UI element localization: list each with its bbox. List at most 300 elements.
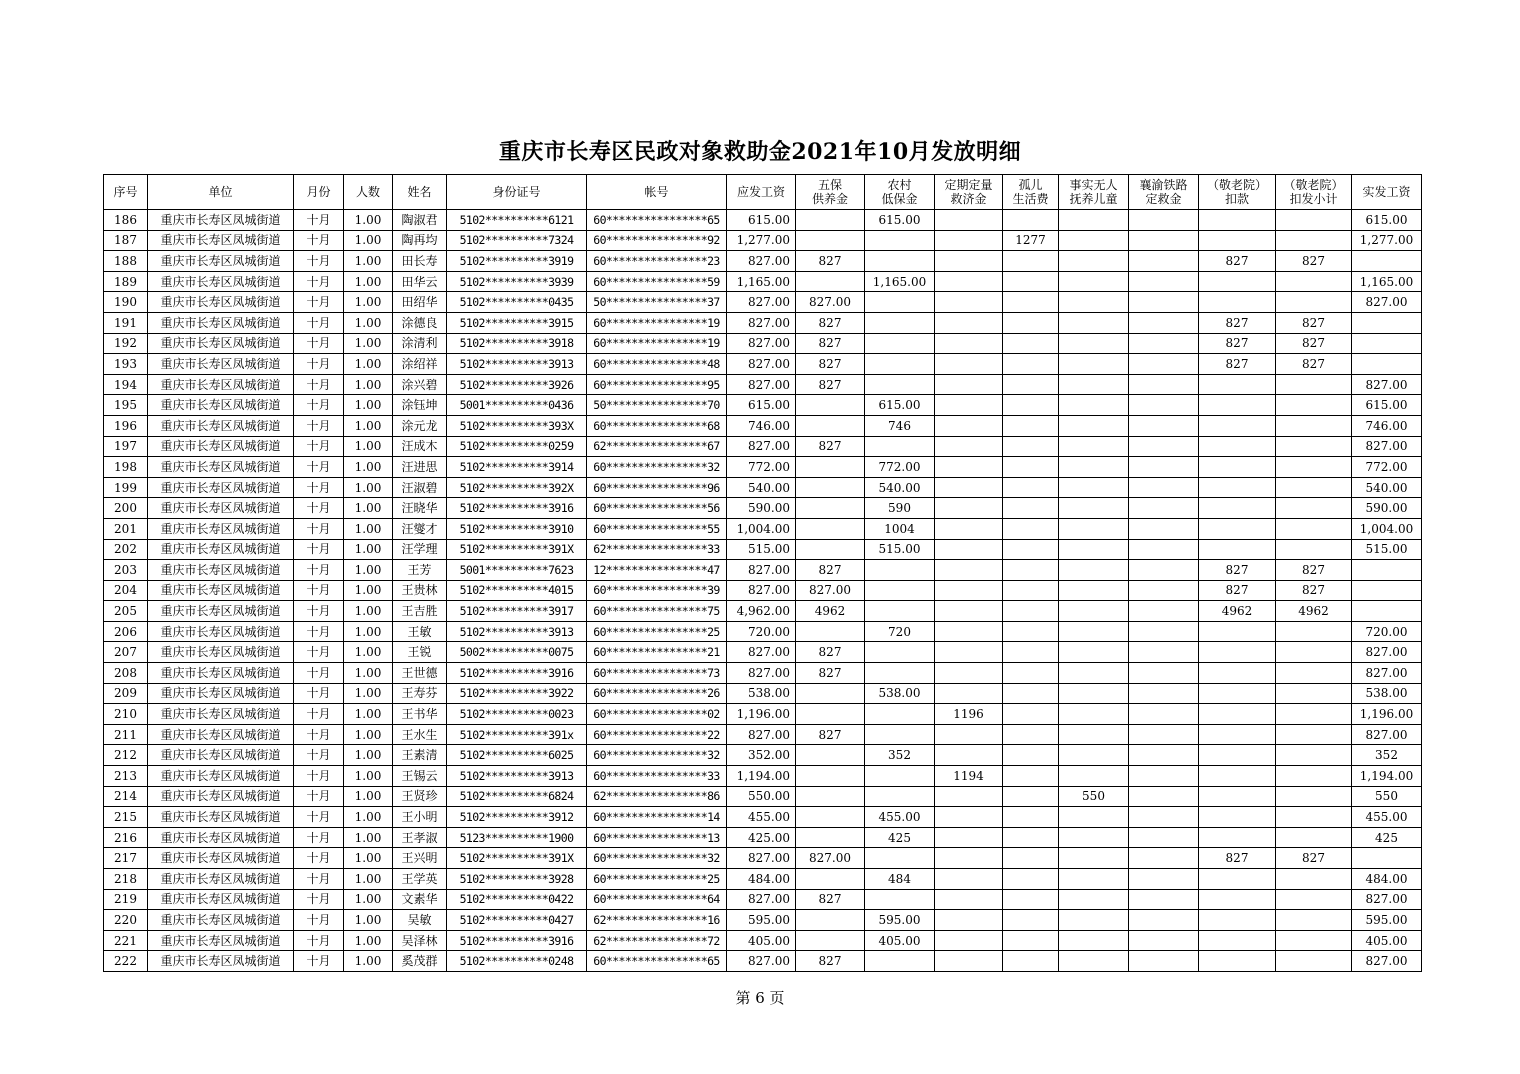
table-cell: 62****************72: [587, 930, 727, 951]
table-cell: [1059, 724, 1129, 745]
table-cell: 455.00: [865, 807, 935, 828]
page-number: 第 6 页: [735, 989, 785, 1007]
table-cell: [865, 951, 935, 972]
table-cell: 827.00: [727, 663, 796, 684]
table-cell: 1.00: [344, 436, 393, 457]
table-cell: 十月: [294, 663, 344, 684]
table-cell: 十月: [294, 436, 344, 457]
table-cell: 十月: [294, 704, 344, 725]
table-cell: [796, 271, 865, 292]
table-cell: 827.00: [727, 889, 796, 910]
table-cell: [1199, 889, 1276, 910]
table-cell: [1276, 786, 1352, 807]
table-row: [104, 745, 1422, 766]
table-cell: 1.00: [344, 807, 393, 828]
table-cell: 746.00: [1352, 415, 1422, 436]
table-cell: 827: [796, 374, 865, 395]
table-cell: [1059, 230, 1129, 251]
table-cell: [935, 498, 1003, 519]
table-cell: [1199, 807, 1276, 828]
table-cell: 十月: [294, 560, 344, 581]
table-cell: 十月: [294, 333, 344, 354]
table-cell: [1129, 786, 1199, 807]
table-cell: 1,196.00: [1352, 704, 1422, 725]
table-row: [104, 374, 1422, 395]
table-cell: 60****************55: [587, 518, 727, 539]
table-cell: 202: [104, 539, 148, 560]
table-cell: 1.00: [344, 457, 393, 478]
table-cell: 1.00: [344, 333, 393, 354]
table-cell: 重庆市长寿区凤城街道: [148, 889, 294, 910]
table-cell: 827.00: [727, 354, 796, 375]
table-cell: 5102**********3913: [447, 621, 587, 642]
table-cell: 827.00: [1352, 663, 1422, 684]
table-cell: 重庆市长寿区凤城街道: [148, 745, 294, 766]
table-cell: 十月: [294, 415, 344, 436]
table-cell: 5102**********3928: [447, 869, 587, 890]
table-cell: 222: [104, 951, 148, 972]
table-cell: 5102**********392X: [447, 477, 587, 498]
table-cell: 王锡云: [393, 766, 447, 787]
table-cell: [796, 807, 865, 828]
table-cell: 1.00: [344, 539, 393, 560]
table-cell: 50****************37: [587, 292, 727, 313]
table-cell: 1,277.00: [1352, 230, 1422, 251]
column-header-line: 农村: [887, 178, 912, 192]
table-cell: 827.00: [796, 848, 865, 869]
table-cell: 涂兴碧: [393, 374, 447, 395]
table-cell: 十月: [294, 951, 344, 972]
table-cell: [1129, 869, 1199, 890]
table-cell: [1003, 704, 1059, 725]
table-cell: 十月: [294, 827, 344, 848]
table-cell: [1199, 745, 1276, 766]
table-cell: 王锐: [393, 642, 447, 663]
column-header: [1276, 175, 1352, 210]
table-cell: [1003, 621, 1059, 642]
table-cell: 5123**********1900: [447, 827, 587, 848]
table-cell: [1059, 580, 1129, 601]
table-cell: [1276, 951, 1352, 972]
table-cell: [1003, 477, 1059, 498]
table-cell: [1059, 621, 1129, 642]
table-cell: [1059, 869, 1129, 890]
table-cell: [865, 766, 935, 787]
table-cell: 827: [1276, 580, 1352, 601]
table-cell: 奚茂群: [393, 951, 447, 972]
table-cell: 60****************14: [587, 807, 727, 828]
table-cell: [935, 560, 1003, 581]
table-cell: 重庆市长寿区凤城街道: [148, 827, 294, 848]
table-cell: [1059, 663, 1129, 684]
table-cell: [1003, 642, 1059, 663]
table-cell: [935, 271, 1003, 292]
table-cell: 王书华: [393, 704, 447, 725]
table-cell: 515.00: [727, 539, 796, 560]
table-cell: [1059, 766, 1129, 787]
table-cell: 田绍华: [393, 292, 447, 313]
table-cell: 207: [104, 642, 148, 663]
table-cell: [865, 724, 935, 745]
table-cell: [1129, 230, 1199, 251]
table-cell: 5102**********0023: [447, 704, 587, 725]
table-cell: 4962: [1199, 601, 1276, 622]
table-cell: 827: [796, 663, 865, 684]
table-cell: [1003, 457, 1059, 478]
table-cell: 王世德: [393, 663, 447, 684]
table-cell: [1129, 724, 1199, 745]
table-cell: 汪燮才: [393, 518, 447, 539]
table-cell: [1003, 807, 1059, 828]
column-header: [344, 175, 393, 210]
table-cell: [1352, 601, 1422, 622]
table-cell: 十月: [294, 374, 344, 395]
table-cell: 汪进思: [393, 457, 447, 478]
table-cell: 219: [104, 889, 148, 910]
table-cell: 吴泽林: [393, 930, 447, 951]
table-cell: 216: [104, 827, 148, 848]
table-cell: 199: [104, 477, 148, 498]
table-cell: 405.00: [865, 930, 935, 951]
table-cell: 5102**********3916: [447, 663, 587, 684]
table-cell: [1059, 415, 1129, 436]
table-cell: 1.00: [344, 704, 393, 725]
table-cell: 重庆市长寿区凤城街道: [148, 560, 294, 581]
table-cell: [796, 621, 865, 642]
table-cell: [1129, 374, 1199, 395]
column-header-line: 生活费: [1012, 192, 1049, 206]
table-cell: 十月: [294, 539, 344, 560]
table-cell: [1276, 663, 1352, 684]
table-cell: 208: [104, 663, 148, 684]
column-header-line: 姓名: [407, 185, 432, 199]
table-row: [104, 457, 1422, 478]
table-cell: [796, 766, 865, 787]
table-cell: 615.00: [1352, 395, 1422, 416]
table-cell: 十月: [294, 210, 344, 231]
table-cell: [1129, 766, 1199, 787]
table-cell: [796, 498, 865, 519]
table-cell: 5102**********3917: [447, 601, 587, 622]
table-cell: 重庆市长寿区凤城街道: [148, 457, 294, 478]
table-cell: [1199, 477, 1276, 498]
table-cell: 5102**********3922: [447, 683, 587, 704]
table-cell: [935, 518, 1003, 539]
column-header: [865, 175, 935, 210]
table-cell: 827: [1199, 354, 1276, 375]
table-cell: 王芳: [393, 560, 447, 581]
table-cell: 538.00: [727, 683, 796, 704]
table-cell: [1276, 704, 1352, 725]
table-cell: [935, 848, 1003, 869]
table-cell: [1199, 271, 1276, 292]
table-cell: 540.00: [1352, 477, 1422, 498]
table-cell: [1059, 292, 1129, 313]
table-cell: 1,165.00: [727, 271, 796, 292]
column-header-line: 身份证号: [492, 185, 541, 199]
table-row: [104, 271, 1422, 292]
table-cell: [865, 251, 935, 272]
table-row: [104, 560, 1422, 581]
column-header: [104, 175, 148, 210]
table-cell: 352.00: [727, 745, 796, 766]
table-cell: 827: [796, 642, 865, 663]
table-cell: 60****************32: [587, 848, 727, 869]
table-cell: [1129, 560, 1199, 581]
table-cell: [935, 415, 1003, 436]
table-cell: [1059, 477, 1129, 498]
table-cell: 827: [1276, 251, 1352, 272]
table-cell: [935, 312, 1003, 333]
table-cell: 重庆市长寿区凤城街道: [148, 848, 294, 869]
table-cell: 十月: [294, 354, 344, 375]
table-cell: 重庆市长寿区凤城街道: [148, 436, 294, 457]
table-cell: [796, 869, 865, 890]
table-cell: 涂清利: [393, 333, 447, 354]
table-cell: [1003, 683, 1059, 704]
table-cell: 12****************47: [587, 560, 727, 581]
table-cell: 50****************70: [587, 395, 727, 416]
table-cell: [1059, 395, 1129, 416]
table-cell: 827.00: [727, 642, 796, 663]
table-cell: [1059, 951, 1129, 972]
table-cell: [1276, 457, 1352, 478]
column-header-line: 人数: [355, 185, 380, 199]
table-cell: 1.00: [344, 827, 393, 848]
table-cell: [1129, 601, 1199, 622]
table-row: [104, 601, 1422, 622]
table-cell: [1059, 251, 1129, 272]
table-cell: [1129, 580, 1199, 601]
table-cell: [1059, 683, 1129, 704]
table-cell: [1276, 930, 1352, 951]
table-cell: 5102**********3914: [447, 457, 587, 478]
column-header: [935, 175, 1003, 210]
table-cell: 590.00: [1352, 498, 1422, 519]
table-cell: 1,277.00: [727, 230, 796, 251]
table-cell: [935, 930, 1003, 951]
table-cell: [1276, 869, 1352, 890]
table-cell: [1059, 704, 1129, 725]
table-cell: 1.00: [344, 498, 393, 519]
table-cell: [935, 910, 1003, 931]
table-cell: 1.00: [344, 848, 393, 869]
table-cell: 1,004.00: [1352, 518, 1422, 539]
table-cell: [935, 251, 1003, 272]
table-cell: [1199, 415, 1276, 436]
table-cell: 1,194.00: [727, 766, 796, 787]
table-cell: [935, 951, 1003, 972]
table-cell: 455.00: [1352, 807, 1422, 828]
table-cell: 涂元龙: [393, 415, 447, 436]
table-cell: 827: [796, 889, 865, 910]
table-cell: [1059, 889, 1129, 910]
column-header-line: 定期定量: [944, 178, 993, 192]
column-header-line: 襄渝铁路: [1139, 178, 1188, 192]
table-cell: [865, 292, 935, 313]
table-cell: [1003, 910, 1059, 931]
column-header: [1129, 175, 1199, 210]
table-row: [104, 724, 1422, 745]
table-cell: 5102**********4015: [447, 580, 587, 601]
table-cell: [865, 601, 935, 622]
table-cell: [935, 210, 1003, 231]
table-cell: [1352, 848, 1422, 869]
table-cell: 550: [1352, 786, 1422, 807]
table-cell: 重庆市长寿区凤城街道: [148, 477, 294, 498]
table-cell: [1129, 621, 1199, 642]
table-cell: [796, 477, 865, 498]
table-cell: [1352, 251, 1422, 272]
table-cell: 重庆市长寿区凤城街道: [148, 704, 294, 725]
table-cell: 王水生: [393, 724, 447, 745]
table-cell: 720: [865, 621, 935, 642]
table-cell: 827: [796, 436, 865, 457]
table-cell: 涂德良: [393, 312, 447, 333]
table-cell: [796, 704, 865, 725]
table-cell: 重庆市长寿区凤城街道: [148, 374, 294, 395]
table-cell: 涂绍祥: [393, 354, 447, 375]
table-cell: [1129, 827, 1199, 848]
table-cell: 827: [1276, 848, 1352, 869]
table-cell: 1.00: [344, 786, 393, 807]
table-cell: [1003, 415, 1059, 436]
table-cell: 590.00: [727, 498, 796, 519]
table-cell: [1199, 395, 1276, 416]
table-cell: [1003, 333, 1059, 354]
table-cell: [1059, 848, 1129, 869]
column-header-line: 低保金: [881, 192, 918, 206]
table-row: [104, 889, 1422, 910]
table-cell: 205: [104, 601, 148, 622]
table-cell: 5102**********0422: [447, 889, 587, 910]
table-cell: 827.00: [727, 292, 796, 313]
table-cell: [1129, 930, 1199, 951]
table-cell: 王贵林: [393, 580, 447, 601]
column-header-line: 定救金: [1145, 192, 1182, 206]
table-cell: 5102**********0248: [447, 951, 587, 972]
table-cell: [1276, 210, 1352, 231]
table-row: [104, 704, 1422, 725]
table-cell: [1129, 663, 1199, 684]
table-cell: 827: [1199, 312, 1276, 333]
table-cell: 827.00: [727, 724, 796, 745]
table-cell: [1276, 827, 1352, 848]
table-cell: [935, 621, 1003, 642]
table-cell: [1129, 683, 1199, 704]
table-cell: [935, 786, 1003, 807]
table-cell: 1.00: [344, 230, 393, 251]
table-cell: 60****************56: [587, 498, 727, 519]
table-cell: 王学英: [393, 869, 447, 890]
table-cell: 重庆市长寿区凤城街道: [148, 930, 294, 951]
table-cell: [935, 539, 1003, 560]
table-cell: [865, 354, 935, 375]
table-cell: [865, 704, 935, 725]
table-cell: 827.00: [727, 333, 796, 354]
table-cell: 1.00: [344, 560, 393, 581]
column-header-line: （敬老院）: [1206, 178, 1267, 192]
table-cell: [1129, 704, 1199, 725]
column-header-line: 孤儿: [1018, 178, 1043, 192]
table-cell: 重庆市长寿区凤城街道: [148, 539, 294, 560]
table-row: [104, 827, 1422, 848]
table-cell: [935, 807, 1003, 828]
table-row: [104, 580, 1422, 601]
table-cell: 827.00: [796, 292, 865, 313]
table-cell: [935, 395, 1003, 416]
table-cell: [1003, 724, 1059, 745]
table-cell: 1.00: [344, 642, 393, 663]
table-cell: [1003, 539, 1059, 560]
table-cell: 60****************59: [587, 271, 727, 292]
table-cell: 5102**********391X: [447, 848, 587, 869]
table-cell: 204: [104, 580, 148, 601]
table-cell: [1003, 312, 1059, 333]
table-cell: [935, 724, 1003, 745]
table-row: [104, 910, 1422, 931]
table-cell: 425: [865, 827, 935, 848]
table-cell: 5102**********3939: [447, 271, 587, 292]
table-cell: 212: [104, 745, 148, 766]
table-cell: [865, 642, 935, 663]
table-cell: 1.00: [344, 910, 393, 931]
table-cell: 60****************33: [587, 766, 727, 787]
table-cell: 190: [104, 292, 148, 313]
table-cell: [1003, 869, 1059, 890]
column-header-line: 序号: [113, 185, 138, 199]
table-cell: [865, 436, 935, 457]
column-header-line: 应发工资: [736, 185, 785, 199]
relief-payment-table: [103, 174, 1422, 972]
table-cell: 5002**********0075: [447, 642, 587, 663]
table-cell: [1003, 930, 1059, 951]
table-cell: [1059, 910, 1129, 931]
table-cell: 4962: [796, 601, 865, 622]
table-cell: 王敏: [393, 621, 447, 642]
table-cell: [935, 354, 1003, 375]
table-cell: [1276, 415, 1352, 436]
table-cell: 十月: [294, 580, 344, 601]
table-row: [104, 415, 1422, 436]
table-cell: [1059, 807, 1129, 828]
table-cell: 720.00: [727, 621, 796, 642]
table-row: [104, 683, 1422, 704]
table-cell: 352: [1352, 745, 1422, 766]
table-cell: [935, 374, 1003, 395]
table-cell: [1199, 827, 1276, 848]
table-cell: 重庆市长寿区凤城街道: [148, 642, 294, 663]
table-cell: [1129, 642, 1199, 663]
table-cell: [1059, 271, 1129, 292]
table-row: [104, 292, 1422, 313]
column-header: [447, 175, 587, 210]
table-cell: 5001**********7623: [447, 560, 587, 581]
table-cell: 827.00: [727, 560, 796, 581]
column-header-line: 抚养儿童: [1069, 192, 1118, 206]
table-cell: 1.00: [344, 374, 393, 395]
table-cell: [1129, 312, 1199, 333]
table-cell: 827: [796, 560, 865, 581]
table-cell: 221: [104, 930, 148, 951]
table-cell: 1.00: [344, 683, 393, 704]
table-cell: [1199, 518, 1276, 539]
table-cell: [1003, 292, 1059, 313]
table-cell: [1003, 889, 1059, 910]
column-header: [294, 175, 344, 210]
table-cell: [1199, 436, 1276, 457]
table-cell: [796, 827, 865, 848]
